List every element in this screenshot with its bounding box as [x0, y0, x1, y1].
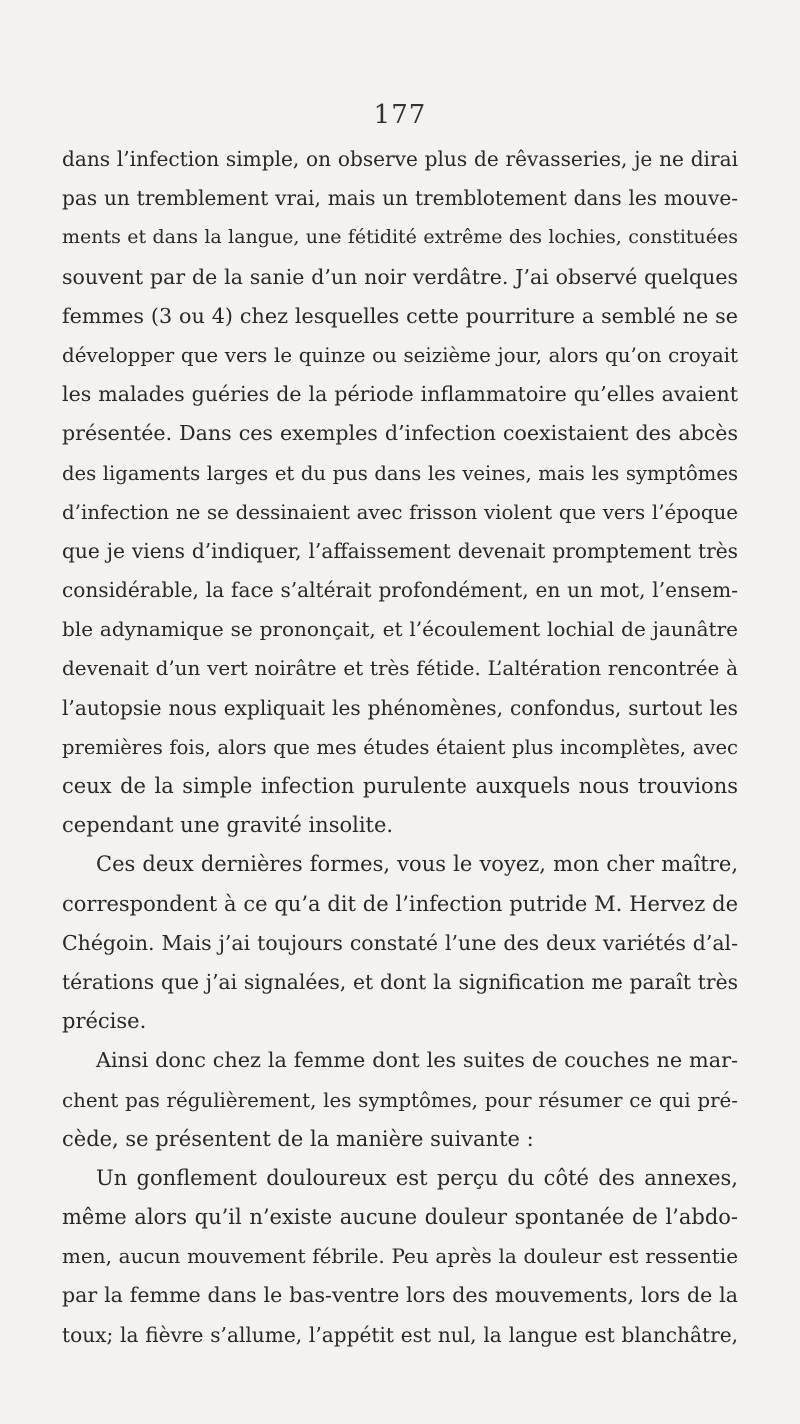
paragraph — [62, 1159, 738, 1355]
text-line: cependant une gravité insolite. — [62, 813, 394, 838]
text-line: développer que vers le quinze ou seizième jour, alors qu’on croyait — [62, 343, 738, 367]
text-line: térations que j’ai signalées, et dont la signification me paraît très — [62, 969, 738, 994]
text-line: devenait d’un vert noirâtre et très fétide. L’altération rencontrée à — [62, 656, 738, 681]
text-line: l’autopsie nous expliquait les phénomènes, confondus, surtout les — [62, 695, 738, 720]
text-line: même alors qu’il n’existe aucune douleur spontanée de l’abdo- — [62, 1205, 738, 1230]
text-line: que je viens d’indiquer, l’affaissement devenait promptement très — [62, 538, 738, 563]
text-line: pas un tremblement vrai, mais un tremblotement dans les mouve- — [62, 186, 738, 211]
text-line: ments et dans la langue, une fétidité extrême des lochies, constituées — [62, 226, 738, 249]
body-text — [62, 140, 738, 1355]
text-line: les malades guéries de la période inflammatoire qu’elles avaient — [62, 382, 738, 407]
page-number: 177 — [373, 100, 427, 130]
text-line: précise. — [62, 1009, 147, 1034]
text-line: chent pas régulièrement, les symptômes, pour résumer ce qui pré- — [62, 1088, 738, 1112]
text-line: ble adynamique se prononçait, et l’écoulement lochial de jaunâtre — [62, 617, 738, 642]
text-line: dans l’infection simple, on observe plus de rêvasseries, je ne dirai — [62, 147, 738, 171]
text-line: par la femme dans le bas-ventre lors des mouvements, lors de la — [62, 1283, 738, 1308]
text-line: des ligaments larges et du pus dans les veines, mais les symptômes — [62, 461, 738, 485]
paragraph — [62, 845, 738, 1041]
text-line: premières fois, alors que mes études étaient plus incomplètes, avec — [62, 735, 738, 759]
text-line: d’infection ne se dessinaient avec frisson violent que vers l’époque — [62, 500, 738, 524]
text-line: cède, se présentent de la manière suivante : — [62, 1126, 534, 1151]
paragraph — [62, 140, 738, 845]
text-line: Chégoin. Mais j’ai toujours constaté l’une des deux variétés d’al- — [62, 930, 738, 955]
text-line: ceux de la simple infection purulente auxquels nous trouvions — [62, 774, 738, 798]
text-line: femmes (3 ou 4) chez lesquelles cette pourriture a semblé ne se — [62, 303, 738, 328]
text-line: correspondent à ce qu’a dit de l’infection putride M. Hervez de — [62, 891, 738, 916]
text-line: considérable, la face s’altérait profondément, en un mot, l’ensem- — [62, 578, 738, 603]
text-line: souvent par de la sanie d’un noir verdâtre. J’ai observé quelques — [62, 264, 738, 289]
text-line: présentée. Dans ces exemples d’infection coexistaient des abcès — [62, 421, 738, 446]
text-line: toux; la fièvre s’allume, l’appétit est nul, la langue est blanchâtre, — [62, 1322, 738, 1347]
text-line: Ainsi donc chez la femme dont les suites de couches ne mar- — [96, 1048, 738, 1073]
text-line: Un gonflement douloureux est perçu du côté des annexes, — [96, 1165, 738, 1190]
text-line: Ces deux dernières formes, vous le voyez, mon cher maître, — [96, 852, 738, 877]
paragraph — [62, 1041, 738, 1159]
text-line: men, aucun mouvement fébrile. Peu après la douleur est ressentie — [62, 1244, 738, 1269]
